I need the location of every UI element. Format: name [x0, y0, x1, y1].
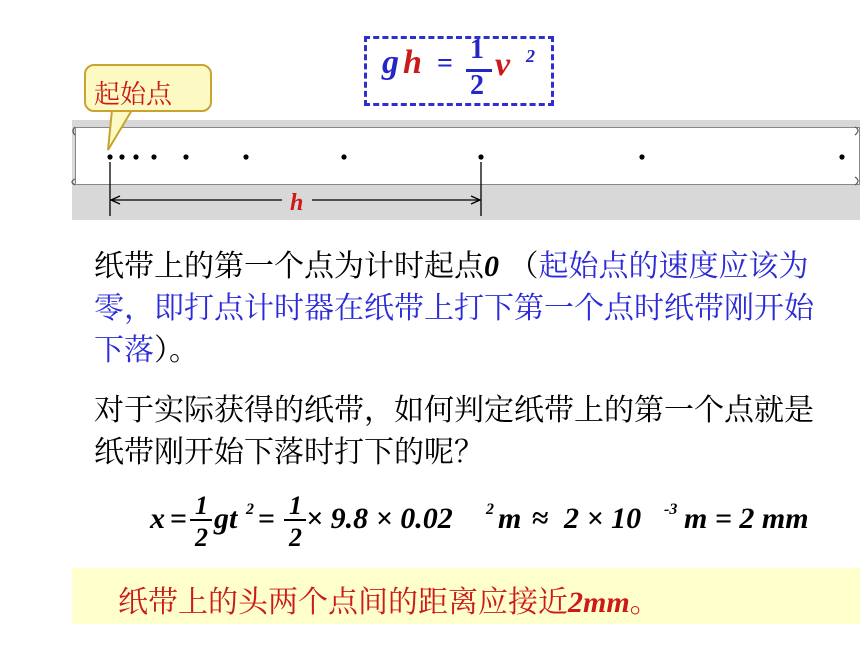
formula-numerator: 1 — [470, 34, 484, 65]
paragraph-question: 对于实际获得的纸带，如何判定纸带上的第一个点就是纸带刚开始下落时打下的呢？ — [94, 393, 814, 470]
banner-main: 纸带上的头两个点间的距离应接近 — [118, 585, 568, 620]
tape-dot — [133, 154, 138, 159]
eq-num-1: 1 — [195, 491, 208, 520]
eq-x: x — [150, 502, 165, 535]
eq-den-2b: 2 — [289, 523, 302, 552]
formula-power: 2 — [526, 46, 535, 66]
conclusion-text — [118, 577, 660, 621]
eq-m2: m = 2 mm — [684, 502, 809, 535]
eq-m1: m — [498, 502, 522, 535]
eq-middle: × 9.8 × 0.02 — [306, 502, 453, 535]
eq-equals-2: = — [258, 502, 276, 535]
formula-equals: = — [437, 48, 453, 79]
para1-zero: 0 — [484, 250, 499, 283]
eq-approx: ≈ — [532, 502, 549, 535]
eq-gt-sup: 2 — [246, 501, 254, 518]
tape-dot — [107, 154, 112, 159]
h-label: h — [290, 190, 304, 216]
formula-g: g — [382, 44, 399, 81]
eq-sup2b: 2 — [486, 501, 494, 518]
banner-end: 。 — [629, 585, 660, 620]
formula-h: h — [403, 44, 422, 81]
tape-dot — [183, 154, 188, 159]
tape-dot — [151, 154, 156, 159]
callout-pointer — [108, 110, 132, 150]
tape-dot — [639, 154, 644, 159]
eq-two-times: 2 × 10 — [564, 502, 642, 535]
tape-dot — [119, 154, 124, 159]
eq-gt: gt — [214, 502, 238, 535]
eq-num-1b: 1 — [289, 491, 302, 520]
paragraph-first-point — [94, 246, 834, 372]
para1-paren-open: （ — [508, 249, 539, 284]
formula-denominator: 2 — [470, 70, 484, 101]
para1-black: 纸带上的第一个点为计时起点 — [94, 249, 484, 284]
tape-dot — [243, 154, 248, 159]
tape-curl-icon — [72, 127, 858, 185]
formula-v: v — [495, 46, 511, 83]
eq-equals: = — [170, 502, 188, 535]
start-point-label: 起始点 — [94, 80, 173, 110]
para1-paren-close: ）。 — [154, 333, 199, 368]
para1-blue: 起始点的速度应该为零，即打点计时器在纸带上打下第一个点时纸带刚开始下落 — [94, 249, 814, 368]
tape-dot — [478, 154, 483, 159]
eq-exp: -3 — [664, 501, 678, 518]
distance-equation — [140, 488, 820, 558]
tape-dot — [341, 154, 346, 159]
eq-den-2: 2 — [195, 523, 208, 552]
tape-dot — [839, 154, 844, 159]
banner-value: 2mm — [568, 586, 630, 619]
